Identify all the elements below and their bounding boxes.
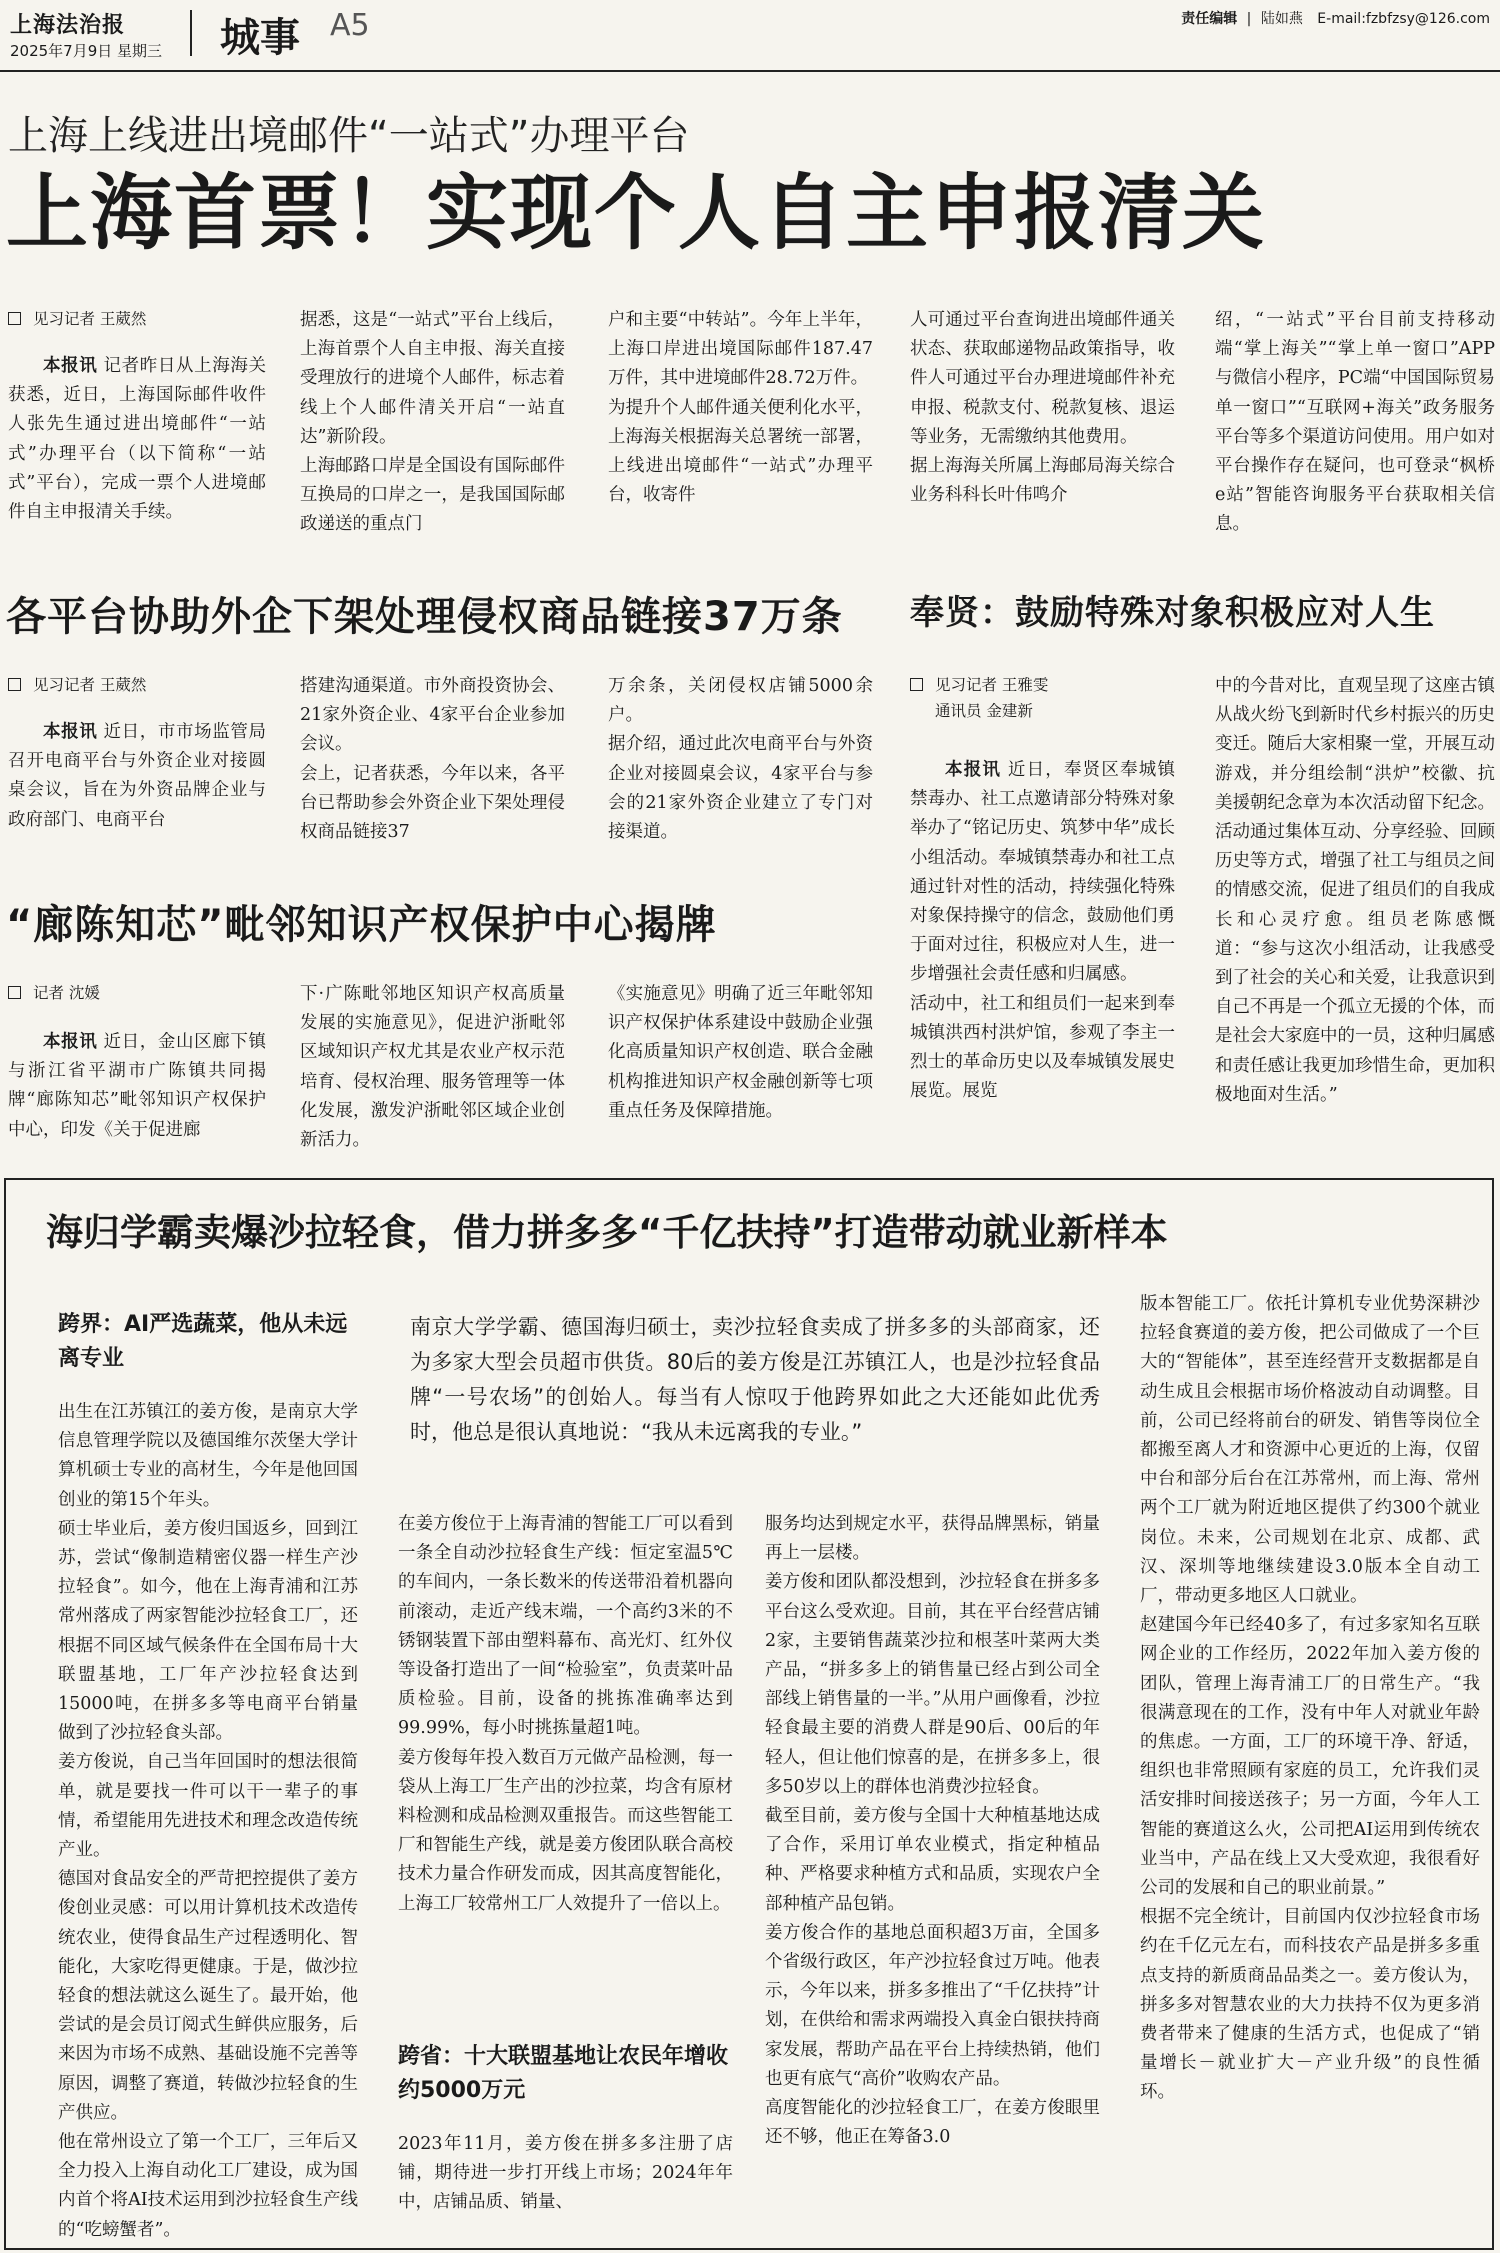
story1-col4: 人可通过平台查询进出境邮件通关状态、获取邮递物品政策指导，收件人可通过平台办理进境邮件补充申报、税款支付、税款复核、退运等业务，无需缴纳其他费用。 据上海海关所属上海邮局海关综合业务科科长叶伟鸣介: [910, 310, 1175, 506]
story1-headline: 上海首票！实现个人自主申报清关: [6, 166, 1267, 261]
story1-lead: 本报讯: [43, 356, 98, 376]
story1-col1: 本报讯 记者昨日从上海海关获悉，近日，上海国际邮件收件人张先生通过进出境邮件“一站式”办理平台（以下简称“一站式”平台），完成一票个人进境邮件自主申报清关手续。: [8, 356, 266, 523]
paper-name: 上海法治报: [10, 12, 126, 38]
section-name: 城事: [220, 15, 300, 61]
story2-col2: 搭建沟通渠道。市外商投资协会、21家外资企业、4家平台企业参加会议。 会上，记者获悉，今年以来，各平台已帮助参会外资企业下架处理侵权商品链接37: [300, 676, 565, 843]
editor-label: 责任编辑: [1181, 11, 1238, 27]
editor-info: 责任编辑 | 陆如燕 E-mail:fzbfzsy@126.com: [1181, 11, 1490, 27]
masthead: [0, 0, 1500, 70]
story4-col1: 本报讯 近日，奉贤区奉城镇禁毒办、社工点邀请部分特殊对象举办了“铭记历史、筑梦中华”成长小组活动。奉城镇禁毒办和社工点通过针对性的活动，持续强化特殊对象保持操守的信念，鼓励他们勇于面对过往，积极应对人生，进一步增强社会责任感和归属感。 活动中，社工和组员们一起来到奉城镇洪西村洪炉馆，参观了李主一烈士的革命历史以及奉城镇发展史展览。展览: [910, 760, 1175, 1102]
feature-headline: 海归学霸卖爆沙拉轻食，借力拼多多“千亿扶持”打造带动就业新样本: [46, 1211, 1168, 1254]
masthead-divider: [190, 10, 192, 56]
story1-col2: 据悉，这是“一站式”平台上线后，上海首票个人自主申报、海关直接受理放行的进境个人邮件，标志着线上个人邮件清关开启“一站直达”新阶段。 上海邮路口岸是全国设有国际邮件互换局的口岸之一，是我国国际邮政递送的重点门: [300, 310, 565, 535]
story1-byline-text: 见习记者 王葳然: [33, 310, 147, 328]
story1-col5: 绍，“一站式”平台目前支持移动端“掌上海关”“掌上单一窗口”APP与微信小程序，PC端“中国国际贸易单一窗口”“互联网+海关”政务服务平台等多个渠道访问使用。用户如对平台操作存在疑问，也可登录“枫桥e站”智能咨询服务平台获取相关信息。: [1215, 310, 1495, 535]
editor-email: E-mail:fzbfzsy@126.com: [1317, 11, 1490, 27]
masthead-rule: [0, 70, 1500, 72]
story3-byline: 记者 沈媛: [8, 980, 100, 1006]
editor-name: 陆如燕: [1260, 11, 1303, 27]
story3-headline: “廊陈知芯”毗邻知识产权保护中心揭牌: [6, 902, 717, 948]
story2-byline: 见习记者 王葳然: [8, 672, 146, 698]
feature-col2: 在姜方俊位于上海青浦的智能工厂可以看到一条全自动沙拉轻食生产线：恒定室温5℃的车间内，一条长数米的传送带沿着机器向前滚动，走近产线末端，一个高约3米的不锈钢装置下部由塑料幕布、高光灯、红外仪等设备打造出了一间“检验室”，负责菜叶品质检验。目前，设备的挑拣准确率达到99.99%，每小时挑拣量超1吨。 姜方俊每年投入数百万元做产品检测，每一袋从上海工厂生产出的沙拉菜，均含有原材料检测和成品检测双重报告。而这些智能工厂和智能生产线，就是姜方俊团队联合高校技术力量合作研发而成，因其高度智能化，上海工厂较常州工厂人效提升了一倍以上。: [398, 1514, 733, 1914]
story4-col2: 中的今昔对比，直观呈现了这座古镇从战火纷飞到新时代乡村振兴的历史变迁。随后大家相聚一堂，开展互动游戏，并分组绘制“洪炉”校徽、抗美援朝纪念章为本次活动留下纪念。活动通过集体互动、分享经验、回顾历史等方式，增强了社工与组员之间的情感交流，促进了组员们的自我成长和心灵疗愈。组员老陈感慨道：“参与这次小组活动，让我感受到了社会的关心和关爱，让我意识到自己不再是一个孤立无援的个体，而是社会大家庭中的一员，这种归属感和责任感让我更加珍惜生命，更加积极地面对生活。”: [1215, 676, 1495, 1105]
page-number: A5: [330, 8, 370, 43]
feature-subhead-1: 跨界：AI严选蔬菜，他从未远离专业: [58, 1312, 348, 1371]
story3-col3: 《实施意见》明确了近三年毗邻知识产权保护体系建设中鼓励企业强化高质量知识产权创造、联合金融机构推进知识产权金融创新等七项重点任务及保障措施。: [608, 984, 873, 1121]
story1-kicker: 上海上线进出境邮件“一站式”办理平台: [8, 113, 690, 159]
feature-col1: 出生在江苏镇江的姜方俊，是南京大学信息管理学院以及德国维尔茨堡大学计算机硕士专业的高材生，今年是他回国创业的第15个年头。 硕士毕业后，姜方俊归国返乡，回到江苏，尝试“像制造精密仪器一样生产沙拉轻食”。如今，他在上海青浦和江苏常州落成了两家智能沙拉轻食工厂，还根据不同区域气候条件在全国布局十大联盟基地，工厂年产沙拉轻食达到15000吨，在拼多多等电商平台销量做到了沙拉轻食头部。 姜方俊说，自己当年回国时的想法很简单，就是要找一件可以干一辈子的事情，希望能用先进技术和理念改造传统产业。 德国对食品安全的严苛把控提供了姜方俊创业灵感：可以用计算机技术改造传统农业，使得食品生产过程透明化、智能化，大家吃得更健康。于是，做沙拉轻食的想法就这么诞生了。最开始，他尝试的是会员订阅式生鲜供应服务，后来因为市场不成熟、基础设施不完善等原因，调整了赛道，转做沙拉轻食的生产供应。 他在常州设立了第一个工厂，三年后又全力投入上海自动化工厂建设，成为国内首个将AI技术运用到沙拉轻食生产线的“吃螃蟹者”。: [58, 1402, 358, 2240]
feature-col3: 服务均达到规定水平，获得品牌黑标，销量再上一层楼。 姜方俊和团队都没想到，沙拉轻食在拼多多平台这么受欢迎。目前，其在平台经营店铺2家，主要销售蔬菜沙拉和根茎叶菜两大类产品，“拼多多上的销售量已经占到公司全部线上销售量的一半。”从用户画像看，沙拉轻食最主要的消费人群是90后、00后的年轻人，但让他们惊喜的是，在拼多多上，很多50岁以上的群体也消费沙拉轻食。 截至目前，姜方俊与全国十大种植基地达成了合作，采用订单农业模式，指定种植品种、严格要求种植方式和品质，实现农户全部种植产品包销。 姜方俊合作的基地总面积超3万亩，全国多个省级行政区，年产沙拉轻食过万吨。他表示，今年以来，拼多多推出了“千亿扶持”计划，在供给和需求两端投入真金白银扶持商家发展，帮助产品在平台上持续热销，他们也更有底气“高价”收购农产品。 高度智能化的沙拉轻食工厂，在姜方俊眼里还不够，他正在筹备3.0: [765, 1514, 1100, 2148]
feature-intro: 南京大学学霸、德国海归硕士，卖沙拉轻食卖成了拼多多的头部商家，还为多家大型会员超市供货。80后的姜方俊是江苏镇江人，也是沙拉轻食品牌“一号农场”的创始人。每当有人惊叹于他跨界如此之大还能如此优秀时，他总是很认真地说：“我从未远离我的专业。”: [410, 1315, 1100, 1444]
story2-col3: 万余条，关闭侵权店铺5000余户。 据介绍，通过此次电商平台与外资企业对接圆桌会议，4家平台与参会的21家外资企业建立了专门对接渠道。: [608, 676, 873, 843]
story1-col3: 户和主要“中转站”。今年上半年，上海口岸进出境国际邮件187.47万件，其中进境邮件28.72万件。 为提升个人邮件通关便利化水平，上海海关根据海关总署统一部署，上线进出境邮件“一站式”办理平台，收寄件: [608, 310, 873, 506]
date-line: 2025年7月9日 星期三: [10, 42, 163, 60]
story3-col1: 本报讯 近日，金山区廊下镇与浙江省平湖市广陈镇共同揭牌“廊陈知芯”毗邻知识产权保护中心，印发《关于促进廊: [8, 1032, 266, 1140]
story4-headline: 奉贤：鼓励特殊对象积极应对人生: [910, 593, 1435, 633]
feature-col2b: 2023年11月，姜方俊在拼多多注册了店铺，期待进一步打开线上市场；2024年年中，店铺品质、销量、: [398, 2134, 733, 2213]
story4-byline: 见习记者 王雅雯 通讯员 金建新: [910, 672, 1048, 724]
story3-col2: 下·广陈毗邻地区知识产权高质量发展的实施意见》，促进沪浙毗邻区域知识产权尤其是农业产权示范培育、侵权治理、服务管理等一体化发展，激发沪浙毗邻区域企业创新活力。: [300, 984, 565, 1151]
feature-subhead-2: 跨省：十大联盟基地让农民年增收约5000万元: [398, 2044, 729, 2103]
story1-byline: [8, 306, 146, 332]
story2-col1: 本报讯 近日，市市场监管局召开电商平台与外资企业对接圆桌会议，旨在为外资品牌企业与政府部门、电商平台: [8, 722, 266, 830]
feature-col4: 版本智能工厂。依托计算机专业优势深耕沙拉轻食赛道的姜方俊，把公司做成了一个巨大的“智能体”，甚至连经营开支数据都是自动生成且会根据市场价格波动自动调整。目前，公司已经将前台的研发、销售等岗位全都搬至离人才和资源中心更近的上海，仅留中台和部分后台在江苏常州，而上海、常州两个工厂就为附近地区提供了约300个就业岗位。未来，公司规划在北京、成都、武汉、深圳等地继续建设3.0版本全自动工厂，带动更多地区人口就业。 赵建国今年已经40多了，有过多家知名互联网企业的工作经历，2022年加入姜方俊的团队，管理上海青浦工厂的日常生产。“我很满意现在的工作，没有中年人对就业年龄的焦虑。一方面，工厂的环境干净、舒适，组织也非常照顾有家庭的员工，允许我们灵活安排时间接送孩子；另一方面，今年人工智能的赛道这么火，公司把AI运用到传统农业当中，产品在线上又大受欢迎，我很看好公司的发展和自己的职业前景。” 根据不完全统计，目前国内仅沙拉轻食市场约在千亿元左右，而科技农产品是拼多多重点支持的新质商品品类之一。姜方俊认为，拼多多对智慧农业的大力扶持不仅为更多消费者带来了健康的生活方式，也促成了“销量增长－就业扩大－产业升级”的良性循环。: [1140, 1294, 1480, 2103]
story2-headline: 各平台协助外企下架处理侵权商品链接37万条: [6, 594, 843, 640]
